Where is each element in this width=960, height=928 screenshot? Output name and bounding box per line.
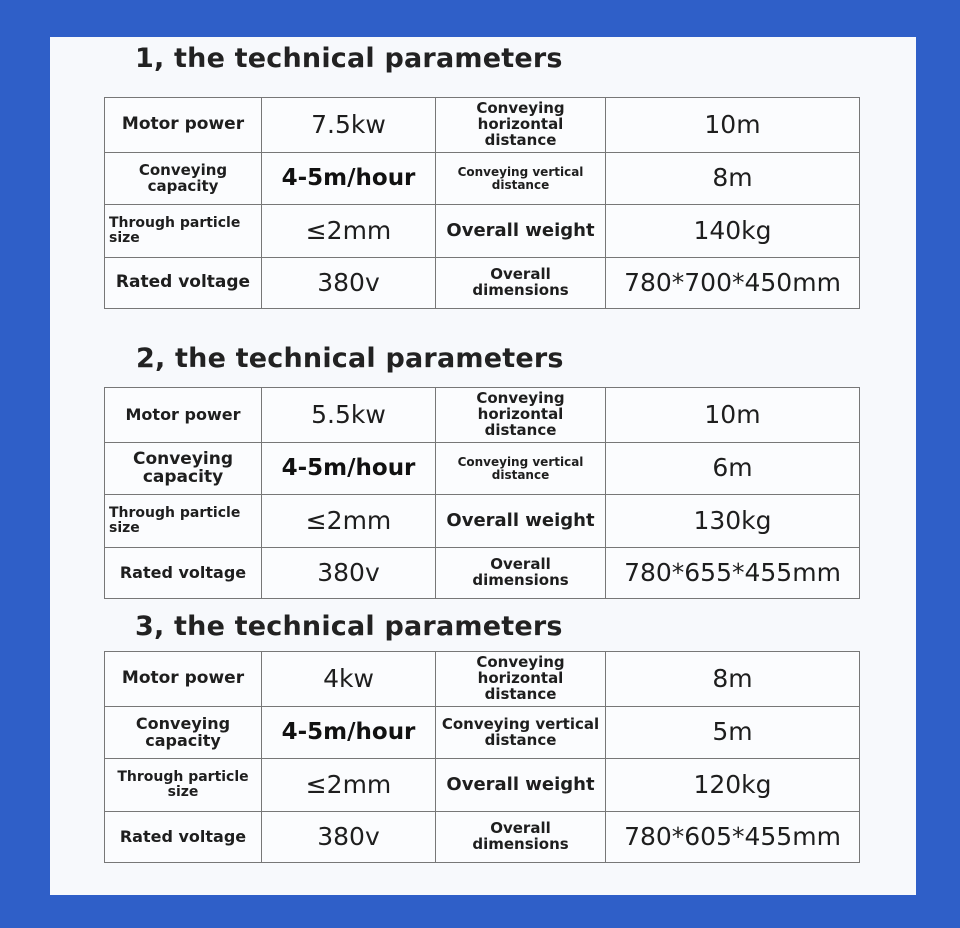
capacity-value: 4-5m/hour (262, 707, 436, 759)
table-row (105, 759, 860, 812)
motor-power-label: Motor power (105, 98, 262, 153)
horizontal-distance-value: 10m (606, 98, 860, 153)
parameter-sheet (50, 37, 916, 895)
horizontal-distance-label: Conveying horizontal distance (436, 98, 606, 153)
section-2-title: 2, the technical parameters (136, 343, 564, 374)
rated-voltage-value: 380v (262, 812, 436, 863)
overall-dimensions-value: 780*700*450mm (606, 258, 860, 309)
overall-dimensions-label: Overall dimensions (436, 812, 606, 863)
motor-power-value: 5.5kw (262, 388, 436, 443)
section-1-title: 1, the technical parameters (135, 43, 563, 74)
overall-weight-value: 130kg (606, 495, 860, 548)
overall-weight-value: 140kg (606, 205, 860, 258)
particle-size-value: ≤2mm (262, 495, 436, 548)
table-row (105, 548, 860, 599)
overall-weight-label: Overall weight (436, 759, 606, 812)
vertical-distance-value: 8m (606, 153, 860, 205)
table-row (105, 205, 860, 258)
section-3-title: 3, the technical parameters (135, 611, 563, 642)
capacity-label: Conveying capacity (105, 707, 262, 759)
particle-size-label: Through particle size (105, 205, 262, 258)
table-row (105, 812, 860, 863)
section-2-table (104, 387, 860, 599)
vertical-distance-label: Conveying vertical distance (436, 707, 606, 759)
particle-size-value: ≤2mm (262, 759, 436, 812)
rated-voltage-value: 380v (262, 548, 436, 599)
table-row (105, 258, 860, 309)
overall-dimensions-value: 780*605*455mm (606, 812, 860, 863)
table-row (105, 443, 860, 495)
rated-voltage-label: Rated voltage (105, 548, 262, 599)
horizontal-distance-label: Conveying horizontal distance (436, 652, 606, 707)
particle-size-label: Through particle size (105, 759, 262, 812)
table-row (105, 652, 860, 707)
section-3-table (104, 651, 860, 863)
vertical-distance-label: Conveying vertical distance (436, 443, 606, 495)
capacity-value: 4-5m/hour (262, 153, 436, 205)
particle-size-label: Through particle size (105, 495, 262, 548)
table-row (105, 153, 860, 205)
motor-power-value: 4kw (262, 652, 436, 707)
motor-power-value: 7.5kw (262, 98, 436, 153)
horizontal-distance-value: 8m (606, 652, 860, 707)
vertical-distance-value: 6m (606, 443, 860, 495)
vertical-distance-value: 5m (606, 707, 860, 759)
table-row (105, 388, 860, 443)
horizontal-distance-value: 10m (606, 388, 860, 443)
capacity-value: 4-5m/hour (262, 443, 436, 495)
motor-power-label: Motor power (105, 652, 262, 707)
overall-weight-value: 120kg (606, 759, 860, 812)
horizontal-distance-label: Conveying horizontal distance (436, 388, 606, 443)
particle-size-value: ≤2mm (262, 205, 436, 258)
vertical-distance-label: Conveying vertical distance (436, 153, 606, 205)
table-row (105, 707, 860, 759)
rated-voltage-value: 380v (262, 258, 436, 309)
capacity-label: Conveying capacity (105, 443, 262, 495)
rated-voltage-label: Rated voltage (105, 812, 262, 863)
table-row (105, 495, 860, 548)
overall-weight-label: Overall weight (436, 205, 606, 258)
table-row (105, 98, 860, 153)
rated-voltage-label: Rated voltage (105, 258, 262, 309)
motor-power-label: Motor power (105, 388, 262, 443)
capacity-label: Conveying capacity (105, 153, 262, 205)
overall-weight-label: Overall weight (436, 495, 606, 548)
section-1-table (104, 97, 860, 309)
overall-dimensions-value: 780*655*455mm (606, 548, 860, 599)
overall-dimensions-label: Overall dimensions (436, 548, 606, 599)
overall-dimensions-label: Overall dimensions (436, 258, 606, 309)
